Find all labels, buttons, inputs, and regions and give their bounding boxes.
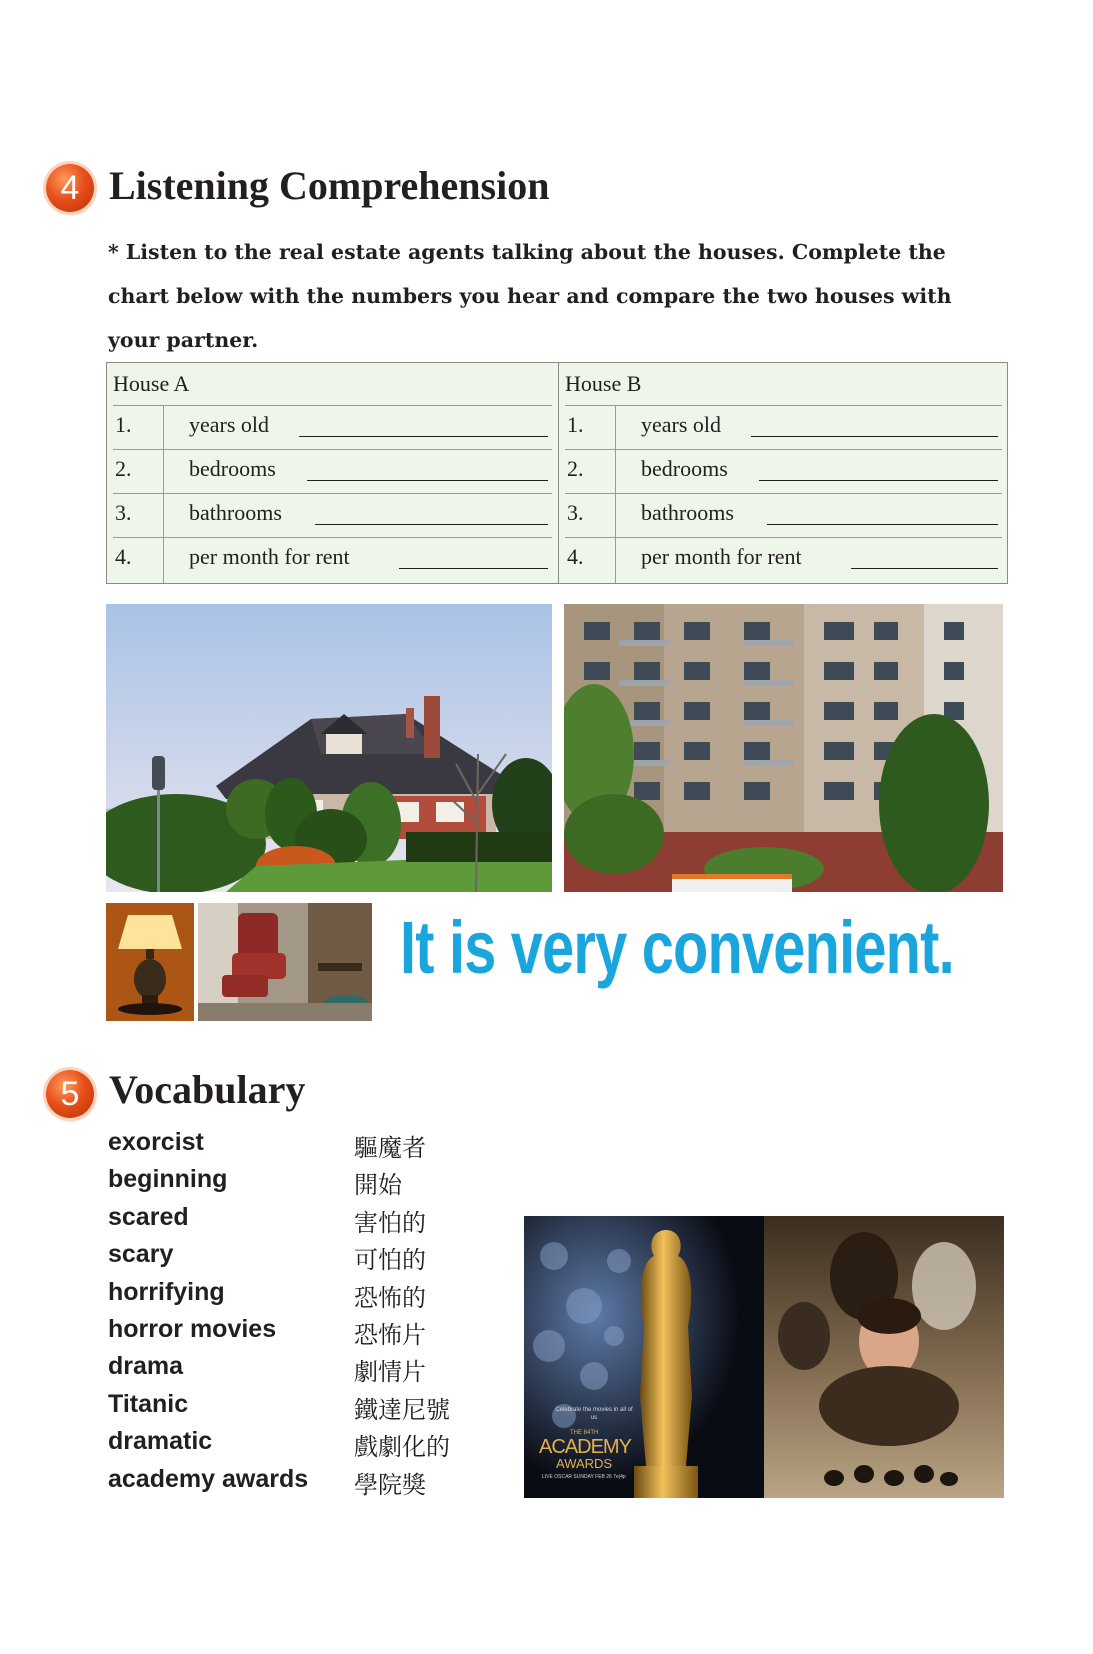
column-divider bbox=[615, 538, 616, 583]
vocab-english: academy awards bbox=[108, 1465, 309, 1493]
house-a-column bbox=[107, 363, 558, 583]
vocab-english: beginning bbox=[108, 1165, 228, 1193]
row-label: years old bbox=[641, 412, 722, 437]
vocab-chinese: 驅魔者 bbox=[354, 1134, 426, 1162]
house-b-row bbox=[565, 493, 1002, 538]
column-divider bbox=[615, 450, 616, 495]
house-a-row bbox=[113, 493, 552, 538]
vocab-english: horrifying bbox=[108, 1278, 225, 1306]
vocab-chinese: 戲劇化的 bbox=[354, 1433, 450, 1461]
row-number: 4. bbox=[567, 544, 584, 569]
row-label: per month for rent bbox=[189, 544, 350, 569]
house-b-photo bbox=[564, 604, 1003, 892]
section-5-title: Vocabulary bbox=[109, 1067, 306, 1112]
column-divider bbox=[615, 494, 616, 539]
row-number: 3. bbox=[567, 500, 584, 525]
column-divider bbox=[615, 406, 616, 451]
poster-edition: THE 84TH bbox=[570, 1430, 599, 1436]
row-number: 2. bbox=[567, 456, 584, 481]
house-b-row bbox=[565, 537, 1002, 582]
answer-blank[interactable] bbox=[399, 568, 548, 569]
row-label: years old bbox=[189, 412, 270, 437]
row-number: 3. bbox=[115, 500, 132, 525]
answer-blank[interactable] bbox=[315, 524, 548, 525]
comparison-chart bbox=[106, 362, 1008, 584]
row-number: 1. bbox=[567, 412, 584, 437]
row-label: per month for rent bbox=[641, 544, 802, 569]
vocab-chinese: 劇情片 bbox=[354, 1358, 426, 1386]
section-5-badge bbox=[46, 1070, 94, 1118]
answer-blank[interactable] bbox=[307, 480, 548, 481]
answer-blank[interactable] bbox=[751, 436, 998, 437]
house-b-row bbox=[565, 405, 1002, 450]
answer-blank[interactable] bbox=[299, 436, 548, 437]
vocab-english: dramatic bbox=[108, 1427, 213, 1455]
poster-tagline: Celebrate the movies in all of us bbox=[555, 1407, 633, 1421]
vocab-english: scared bbox=[108, 1203, 189, 1231]
vocab-chinese: 恐怖片 bbox=[354, 1321, 426, 1349]
vocab-chinese: 鐵達尼號 bbox=[354, 1396, 450, 1424]
vocab-chinese: 恐怖的 bbox=[354, 1284, 426, 1312]
vocab-chinese: 害怕的 bbox=[354, 1209, 426, 1237]
convenience-slogan: It is very convenient. bbox=[400, 906, 954, 989]
column-divider bbox=[163, 406, 164, 451]
vocab-english: scary bbox=[108, 1240, 174, 1268]
armchair-illustration bbox=[198, 903, 372, 1021]
poster-airdate: LIVE OSCAR SUNDAY FEB 26 7e|4p bbox=[542, 1474, 626, 1480]
armchair-photo bbox=[198, 903, 372, 1021]
house-b-row bbox=[565, 449, 1002, 494]
row-number: 1. bbox=[115, 412, 132, 437]
house-a-row bbox=[113, 449, 552, 494]
vocab-english: Titanic bbox=[108, 1390, 189, 1418]
poster-awards: AWARDS bbox=[556, 1456, 613, 1471]
column-divider bbox=[163, 450, 164, 495]
vocab-english: horror movies bbox=[108, 1315, 277, 1343]
fantasy-poster-illustration bbox=[764, 1216, 1004, 1498]
lamp-illustration bbox=[106, 903, 194, 1021]
house-b-label: House B bbox=[565, 371, 642, 396]
house-a-photo bbox=[106, 604, 552, 892]
house-b-column bbox=[558, 363, 1008, 583]
vocab-english: exorcist bbox=[108, 1128, 204, 1156]
house-a-label: House A bbox=[113, 371, 190, 396]
answer-blank[interactable] bbox=[759, 480, 998, 481]
row-label: bedrooms bbox=[641, 456, 728, 481]
vocab-chinese: 學院獎 bbox=[354, 1471, 426, 1499]
column-divider bbox=[163, 538, 164, 583]
poster-academy: ACADEMY bbox=[539, 1436, 631, 1458]
section-5-number: 5 bbox=[60, 1075, 80, 1113]
section-4-badge bbox=[46, 164, 94, 212]
vocab-chinese: 開始 bbox=[354, 1171, 402, 1199]
row-label: bathrooms bbox=[189, 500, 282, 525]
section-4-number: 4 bbox=[60, 169, 80, 207]
house-a-illustration bbox=[106, 604, 552, 892]
fantasy-film-poster bbox=[764, 1216, 1004, 1498]
house-b-illustration bbox=[564, 604, 1003, 892]
vocab-chinese: 可怕的 bbox=[354, 1246, 426, 1274]
row-label: bathrooms bbox=[641, 500, 734, 525]
answer-blank[interactable] bbox=[767, 524, 998, 525]
column-divider bbox=[163, 494, 164, 539]
house-a-row bbox=[113, 537, 552, 582]
section-4-title: Listening Comprehension bbox=[109, 163, 550, 208]
academy-awards-poster bbox=[524, 1216, 764, 1498]
answer-blank[interactable] bbox=[851, 568, 998, 569]
house-a-row bbox=[113, 405, 552, 450]
vocab-english: drama bbox=[108, 1352, 184, 1380]
row-number: 2. bbox=[115, 456, 132, 481]
lamp-photo bbox=[106, 903, 194, 1021]
row-number: 4. bbox=[115, 544, 132, 569]
row-label: bedrooms bbox=[189, 456, 276, 481]
listening-instructions: * Listen to the real estate agents talking about the houses. Complete the chart below with the numbers you hear and compare the two houses with your partner. bbox=[108, 240, 952, 352]
